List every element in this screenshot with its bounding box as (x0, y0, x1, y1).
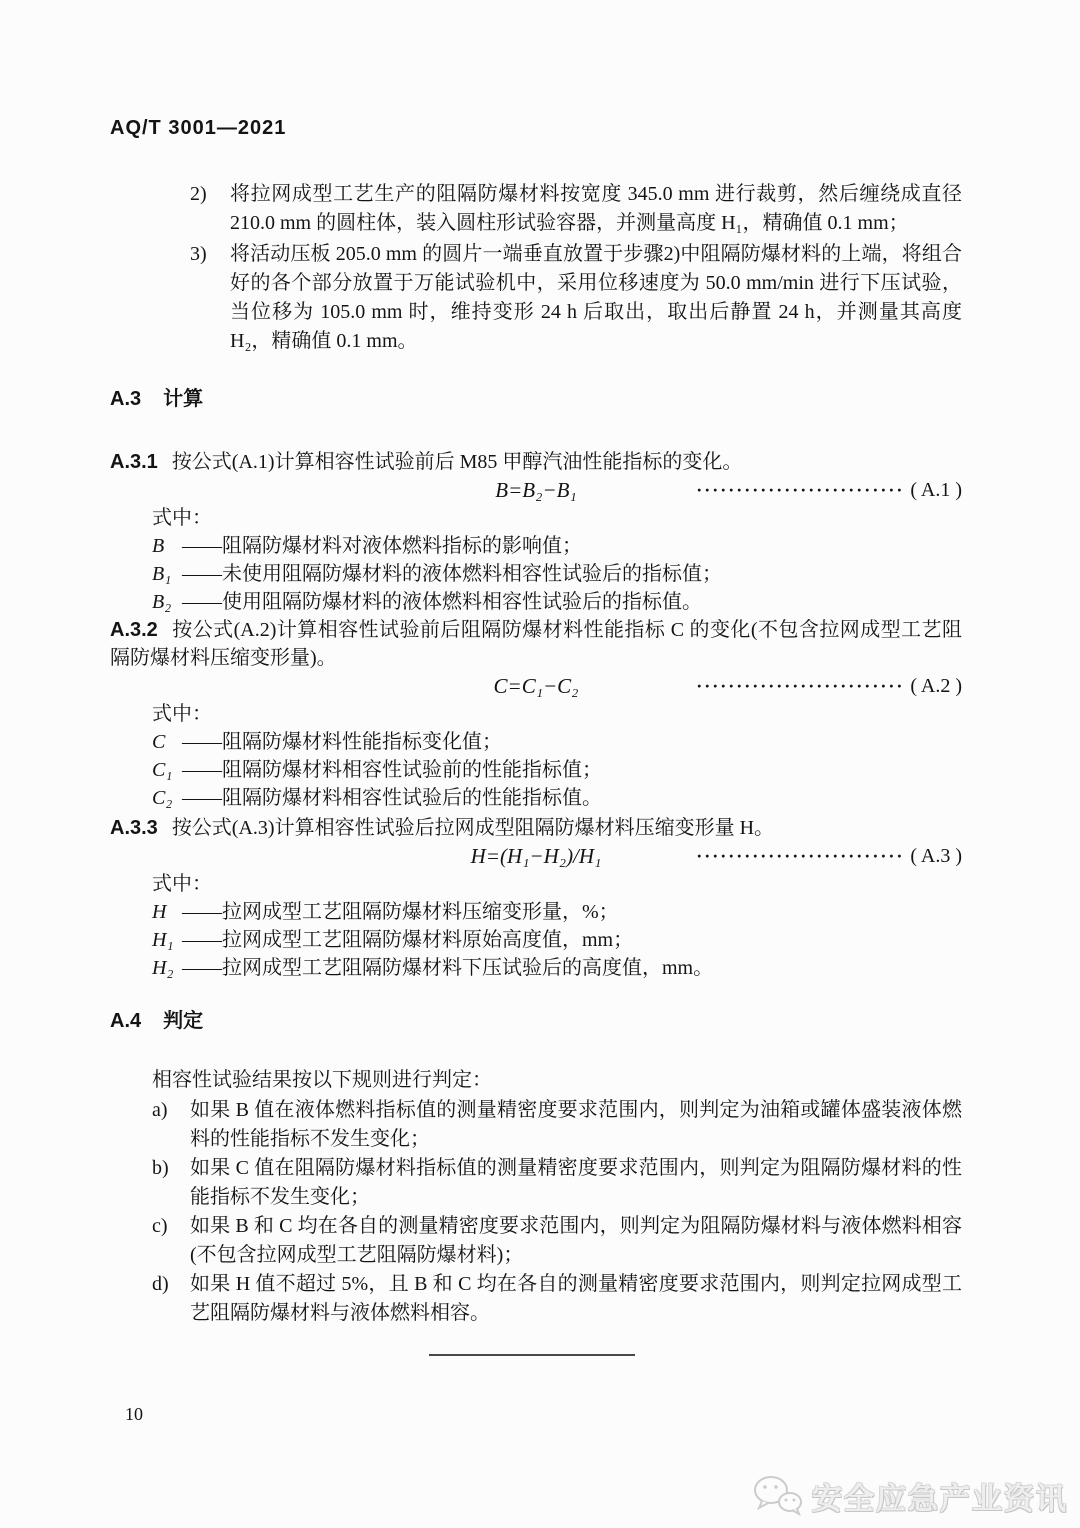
variable-description: ——使用阻隔防爆材料的液体燃料相容性试验后的指标值。 (182, 591, 702, 613)
variable-symbol: B₂ (152, 591, 172, 613)
definition-line (110, 588, 962, 616)
clause-a33 (110, 814, 962, 842)
clause-a31 (110, 448, 962, 476)
list-item (110, 1270, 962, 1328)
equation-reference (696, 842, 962, 870)
equation-reference (696, 672, 962, 700)
wechat-icon (752, 1474, 804, 1518)
watermark-text: 安全应急产业资讯 (812, 1483, 1068, 1516)
equation-number: ( A.2 ) (910, 675, 962, 697)
section-heading-a4 (110, 1008, 962, 1034)
list-item (110, 180, 962, 238)
definition-line (110, 532, 962, 560)
definition-line (110, 728, 962, 756)
clause-a32 (110, 616, 962, 672)
clause-text: 按公式(A.3)计算相容性试验后拉网成型阻隔防爆材料压缩变形量 H。 (171, 817, 775, 839)
watermark (752, 1474, 1068, 1518)
clause-label: A.3.2 (110, 619, 158, 641)
variable-description: ——阻隔防爆材料对液体燃料指标的影响值； (182, 535, 582, 557)
list-item (110, 1154, 962, 1212)
definition-line (110, 926, 962, 954)
variable-description: ——拉网成型工艺阻隔防爆材料原始高度值，mm； (182, 929, 634, 951)
list-item-text: 如果 C 值在阻隔防爆材料指标值的测量精密度要求范围内，则判定为阻隔防爆材料的性能指标不发生变化； (190, 1157, 962, 1208)
doc-number-header: AQ/T 3001—2021 (110, 117, 287, 139)
judgement-intro: 相容性试验结果按以下规则进行判定： (152, 1069, 492, 1091)
definition-line (110, 756, 962, 784)
variable-description: ——拉网成型工艺阻隔防爆材料下压试验后的高度值，mm。 (182, 957, 714, 979)
variable-description: ——未使用阻隔防爆材料的液体燃料相容性试验后的指标值； (182, 563, 722, 585)
clause-label: A.3.1 (110, 451, 158, 473)
definition-line (110, 560, 962, 588)
section-title: 计算 (163, 388, 204, 410)
list-item-marker: a) (152, 1099, 168, 1121)
equation-a1 (110, 476, 962, 504)
clause-label: A.3.3 (110, 817, 158, 839)
variable-description: ——阻隔防爆材料相容性试验后的性能指标值。 (182, 787, 602, 809)
dot-leader: ·························· (696, 480, 905, 500)
section-label: A.4 (110, 1010, 142, 1032)
dot-leader: ·························· (696, 846, 905, 866)
equation-a2 (110, 672, 962, 700)
where-label: 式中： (152, 507, 212, 529)
variable-description: ——拉网成型工艺阻隔防爆材料压缩变形量，%； (182, 901, 619, 923)
equation-number: ( A.3 ) (910, 845, 962, 867)
variable-description: ——阻隔防爆材料性能指标变化值； (182, 731, 502, 753)
list-item-marker: c) (152, 1215, 168, 1237)
section-label: A.3 (110, 388, 142, 410)
clause-text: 按公式(A.2)计算相容性试验前后阻隔防爆材料性能指标 C 的变化(不包含拉网成型工艺阻隔防爆材料压缩变形量)。 (110, 619, 962, 669)
list-item-marker: 2) (190, 183, 207, 205)
definition-line (110, 898, 962, 926)
variable-symbol: C₁ (152, 759, 173, 781)
list-item-text: 如果 H 值不超过 5%，且 B 和 C 均在各自的测量精密度要求范围内，则判定拉网成型工艺阻隔防爆材料与液体燃料相容。 (190, 1273, 962, 1324)
list-item-text: 如果 B 值在液体燃料指标值的测量精密度要求范围内，则判定为油箱或罐体盛装液体燃料的性能指标不发生变化； (190, 1099, 962, 1150)
equation-a3 (110, 842, 962, 870)
definition-line (110, 784, 962, 812)
list-item-text: 如果 B 和 C 均在各自的测量精密度要求范围内，则判定为阻隔防爆材料与液体燃料相容(不包含拉网成型工艺阻隔防爆材料)； (190, 1215, 962, 1266)
judgement-rules (110, 1096, 962, 1328)
procedure-steps (110, 180, 962, 356)
equation-number: ( A.1 ) (910, 479, 962, 501)
formula-text: H=(H₁−H₂)/H₁ (470, 844, 602, 868)
variable-symbol: B (152, 535, 165, 557)
variable-symbol: H₁ (152, 929, 174, 951)
list-item-marker: b) (152, 1157, 169, 1179)
section-title: 判定 (163, 1010, 204, 1032)
where-label: 式中： (152, 703, 212, 725)
variable-symbol: H (152, 901, 167, 923)
list-item (110, 1096, 962, 1154)
variable-symbol: C (152, 731, 166, 753)
list-item-text: 将活动压板 205.0 mm 的圆片一端垂直放置于步骤2)中阻隔防爆材料的上端，将组合好的各个部分放置于万能试验机中，采用位移速度为 50.0 mm/min 进行下压试验，当位移为 105.0 mm 时，维持变形 24 h 后取出，取出后静置 24 h，并测量其高度 H₂，精确值 0.1 mm。 (230, 243, 962, 352)
list-item-text: 将拉网成型工艺生产的阻隔防爆材料按宽度 345.0 mm 进行裁剪，然后缠绕成直径 210.0 mm 的圆柱体，装入圆柱形试验容器，并测量高度 H₁，精确值 0.1 mm； (230, 183, 962, 234)
definition-line (110, 954, 962, 982)
page-number: 10 (125, 1404, 143, 1424)
variable-symbol: H₂ (152, 957, 174, 979)
dot-leader: ·························· (696, 676, 905, 696)
variable-symbol: B₁ (152, 563, 172, 585)
list-item (110, 1212, 962, 1270)
where-label: 式中： (152, 873, 212, 895)
section-heading-a3 (110, 386, 962, 412)
formula-text: B=B₂−B₁ (495, 478, 577, 502)
list-item-marker: 3) (190, 243, 207, 265)
end-divider (429, 1354, 635, 1356)
list-item-marker: d) (152, 1273, 169, 1295)
variable-symbol: C₂ (152, 787, 173, 809)
clause-text: 按公式(A.1)计算相容性试验前后 M85 甲醇汽油性能指标的变化。 (171, 451, 743, 473)
formula-text: C=C₁−C₂ (493, 674, 579, 698)
list-item (110, 240, 962, 356)
equation-reference (696, 476, 962, 504)
variable-description: ——阻隔防爆材料相容性试验前的性能指标值； (182, 759, 602, 781)
